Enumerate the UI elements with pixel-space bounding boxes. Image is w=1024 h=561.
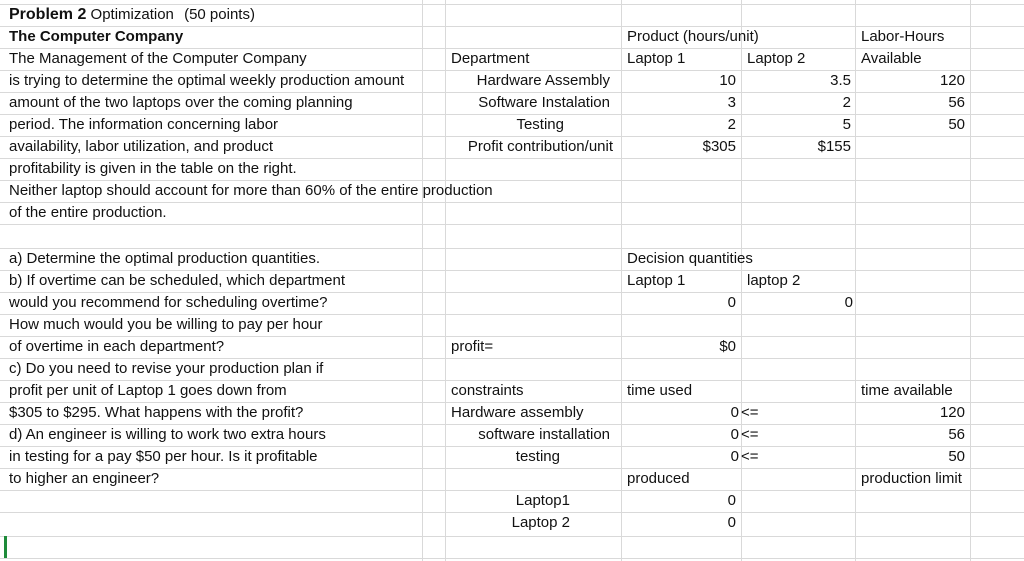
description-line[interactable]: period. The information concerning labor (9, 116, 279, 133)
dq-laptop1-label[interactable]: Laptop 1 (627, 272, 686, 289)
laptop1-header[interactable]: Laptop 1 (627, 50, 686, 67)
produced-item-name[interactable]: Laptop1 (515, 492, 570, 509)
time-used-label[interactable]: time used (627, 382, 693, 399)
description-line[interactable]: profitability is given in the table on the right. (9, 160, 297, 177)
produced-item-name[interactable]: Laptop 2 (511, 514, 570, 531)
question-line[interactable]: profit per unit of Laptop 1 goes down from (9, 382, 287, 399)
produced-item-value[interactable]: 0 (727, 514, 736, 531)
available-hours-cell[interactable]: 50 (948, 116, 965, 133)
available-header[interactable]: Available (861, 50, 922, 67)
available-hours-cell[interactable]: 56 (948, 94, 965, 111)
constraint-time-available[interactable]: 120 (939, 404, 965, 421)
question-line[interactable]: How much would you be willing to pay per hour (9, 316, 323, 333)
question-line[interactable]: c) Do you need to revise your production plan if (9, 360, 324, 377)
constraint-name[interactable]: software installation (478, 426, 610, 443)
constraints-label[interactable]: constraints (451, 382, 524, 399)
description-line[interactable]: Neither laptop should account for more than 60% of the entire production (9, 182, 493, 199)
question-line[interactable]: $305 to $295. What happens with the profit? (9, 404, 304, 421)
time-available-label[interactable]: time available (861, 382, 953, 399)
constraint-name[interactable]: Hardware assembly (451, 404, 584, 421)
laptop1-profit-cell[interactable]: $305 (702, 138, 736, 155)
problem-points: (50 points) (184, 6, 255, 23)
product-hours-header[interactable]: Product (hours/unit) (627, 28, 759, 45)
constraint-time-used[interactable]: 0 (730, 426, 739, 443)
department-cell[interactable]: Profit contribution/unit (467, 138, 613, 155)
labor-hours-header[interactable]: Labor-Hours (861, 28, 945, 45)
laptop2-hours-cell[interactable]: 3.5 (830, 72, 851, 89)
question-line[interactable]: would you recommend for scheduling overtime? (9, 294, 328, 311)
description-line[interactable]: is trying to determine the optimal weekly production amount (9, 72, 405, 89)
description-line[interactable]: The Management of the Computer Company (9, 50, 307, 67)
dq-laptop2-label[interactable]: laptop 2 (747, 272, 801, 289)
laptop2-hours-cell[interactable]: 5 (842, 116, 851, 133)
decision-quantities-label[interactable]: Decision quantities (627, 250, 753, 267)
laptop1-hours-cell[interactable]: 10 (719, 72, 736, 89)
constraint-time-used[interactable]: 0 (730, 448, 739, 465)
laptop2-header[interactable]: Laptop 2 (747, 50, 806, 67)
problem-heading-bold: Problem 2 (9, 6, 87, 23)
question-line[interactable]: d) An engineer is willing to work two extra hours (9, 426, 326, 443)
question-line[interactable]: in testing for a pay $50 per hour. Is it profitable (9, 448, 318, 465)
profit-value[interactable]: $0 (719, 338, 736, 355)
constraint-operator[interactable]: <= (741, 404, 759, 421)
constraint-operator[interactable]: <= (741, 448, 759, 465)
constraint-time-available[interactable]: 50 (948, 448, 965, 465)
produced-item-value[interactable]: 0 (727, 492, 736, 509)
constraint-time-available[interactable]: 56 (948, 426, 965, 443)
laptop1-hours-cell[interactable]: 2 (727, 116, 736, 133)
selection-marker (4, 536, 7, 558)
description-line[interactable]: of the entire production. (9, 204, 167, 221)
problem-heading[interactable] (9, 4, 255, 26)
dq-laptop1-value[interactable]: 0 (727, 294, 736, 311)
constraint-time-used[interactable]: 0 (730, 404, 739, 421)
dq-laptop2-value[interactable]: 0 (844, 294, 853, 311)
question-line[interactable]: a) Determine the optimal production quantities. (9, 250, 321, 267)
department-header[interactable]: Department (451, 50, 530, 67)
question-line[interactable]: b) If overtime can be scheduled, which department (9, 272, 346, 289)
description-line[interactable]: availability, labor utilization, and product (9, 138, 274, 155)
constraint-name[interactable]: testing (515, 448, 560, 465)
problem-heading-topic: Optimization (90, 6, 174, 23)
available-hours-cell[interactable]: 120 (939, 72, 965, 89)
question-line[interactable]: to higher an engineer? (9, 470, 160, 487)
laptop2-hours-cell[interactable]: 2 (842, 94, 851, 111)
produced-label[interactable]: produced (627, 470, 690, 487)
laptop2-profit-cell[interactable]: $155 (817, 138, 851, 155)
company-name[interactable]: The Computer Company (9, 28, 184, 45)
department-cell[interactable]: Hardware Assembly (476, 72, 610, 89)
description-line[interactable]: amount of the two laptops over the coming planning (9, 94, 353, 111)
laptop1-hours-cell[interactable]: 3 (727, 94, 736, 111)
production-limit-label[interactable]: production limit (861, 470, 962, 487)
constraint-operator[interactable]: <= (741, 426, 759, 443)
question-line[interactable]: of overtime in each department? (9, 338, 225, 355)
department-cell[interactable]: Testing (516, 116, 564, 133)
department-cell[interactable]: Software Instalation (478, 94, 610, 111)
profit-label[interactable]: profit= (451, 338, 494, 355)
